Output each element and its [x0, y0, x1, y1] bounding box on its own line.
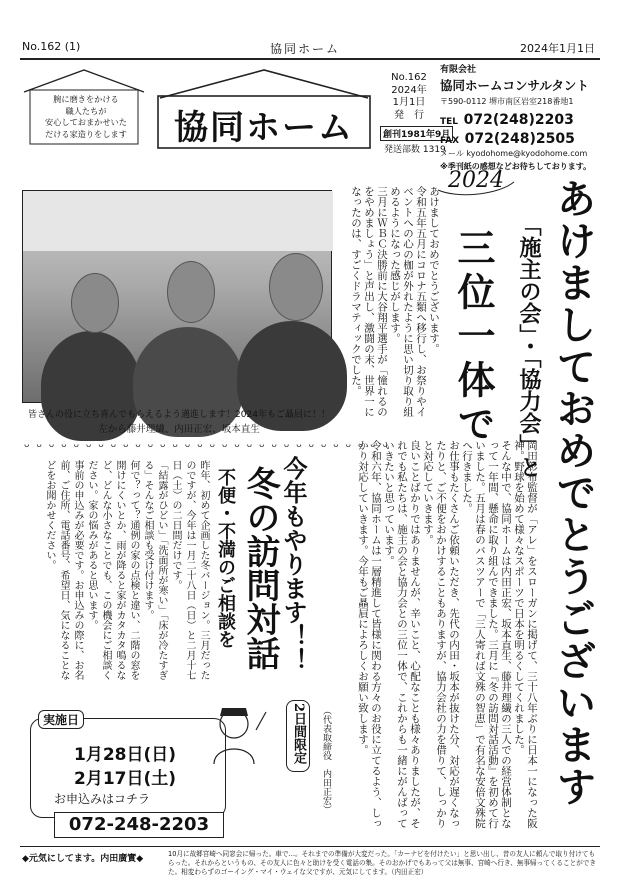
visit-paragraph: 「結露がひどい」「洗面所が寒い」「床が冷たすぎる」そんなご相談も受け付けます。 [142, 460, 167, 680]
article-signature: （代表取締役 内田正宏） [321, 706, 331, 814]
company-name: 協同ホームコンサルタント [440, 78, 589, 93]
visit-dotted-border: ᴗ ᴗ ᴗ ᴗ ᴗ ᴗ ᴗ ᴗ ᴗ ᴗ ᴗ ᴗ ᴗ ᴗ ᴗ ᴗ ᴗ ᴗ ᴗ ᴗ ᴗ ᴗ ᴗ ᴗ ᴗ ᴗ ᴗ ᴗ ᴗ ᴗ [24, 440, 391, 450]
schedule-date-2: 2月17日(土) [74, 769, 177, 789]
visit-subheading: 不便・不満のご相談を [215, 468, 236, 648]
company-address: 〒590-0112 堺市南区岩室218番地1 [440, 97, 574, 106]
staff-photo [22, 190, 332, 403]
headline-main: あけましておめでとうございます [550, 178, 597, 808]
house-motto [20, 66, 148, 146]
person-right-head [269, 253, 323, 321]
visit-heading-2: 冬の訪問対話 [240, 466, 280, 670]
issue-info-line: 1月1日 [392, 97, 426, 108]
issue-number: No.162 (1) [22, 40, 81, 53]
paper-name-small: 協同ホーム [270, 42, 341, 56]
article-paragraph: お仕事もたくさんご依頼いただき、先代の内田・坂本が抜けた分、対応が遅くなったりと、ご不便をおかけすることもありますが、協力会社の力を借りて、しっかりと対応していきます。 [422, 440, 460, 829]
fax-number: 072(248)2505 [464, 131, 575, 147]
apply-label: お申込みはコチラ [54, 792, 151, 806]
masthead-title: 協同ホーム [174, 108, 354, 148]
person-center-head [167, 261, 215, 323]
headline-sub: 「施主の会」・「協力会」と [516, 214, 542, 478]
limited-badge: 2日間限定 [286, 700, 310, 772]
photo-caption: 皆さんの役に立ち喜んでもらえるよう邁進します！2024年もご贔屓に！！ [28, 410, 330, 420]
motto-line: 腕に磨きをかける [53, 94, 119, 104]
footer-text: 10月に故郷宮崎へ同窓会に帰った。車で…。それまでの準備が大変だった。「カーナビを付けたい」と思い出し、昔の友人に頼んで取り付けてもらった。それからというもの、その友人に色々と助けを受く電話の集。そのおかげでもあって父は無事、宮崎へ行き、無事帰ってくることができた。相変わらずのゴーイング・マイ・ウェイな父ですが、元気にしてます。（内田正宏） [168, 850, 596, 876]
motto-line: 安心しておまかせいた [45, 117, 127, 127]
masthead-title-box [150, 64, 378, 152]
reader-notice: ※季刊紙の感想などお待ちしております。 [440, 162, 592, 171]
article-paragraph: 岡田彰布監督が「アレ」をスローガンに掲げて、三十八年ぶりに日本一になった阪神。野球を始めて様々なスポーツで日本を明るくしてくれました。 [513, 440, 538, 829]
issue-info-line: 発 行 [394, 109, 424, 121]
article-main-top [340, 186, 440, 420]
mail-label: メール [440, 149, 464, 158]
schedule-date-1: 1月28日(日) [74, 745, 177, 765]
visit-paragraph: 何で？って？通例の家の点検と違い、二階の窓を開けにくいとか、雨が降ると家がカタカタ鳴るなど、どんな小さなことでも、この機会にご相談ください。家の悩みがあると思います。 [86, 460, 139, 680]
article-main-bottom [338, 440, 538, 830]
swirl-icon [436, 168, 516, 196]
founded-badge: 創刊1981年9月 [380, 126, 453, 141]
motto-line: だける家造りをします [45, 128, 127, 139]
mail-address[interactable]: kyodohome@kyodohome.com [466, 149, 588, 158]
tel-number[interactable]: 072(248)2203 [463, 112, 574, 128]
circulation: 発送部数 1319 [384, 145, 446, 155]
company-type: 有限会社 [440, 65, 477, 75]
tel-label: TEL [440, 117, 459, 127]
fax-label: FAX [440, 136, 460, 146]
article-paragraph: 良いことばかりではありませんが、辛いこと、心配なことも様々ありましたが、それでも私たちは、施主の会と協力会との三位一体で、これからも一緒にがんばっていきたいと思っています。 [383, 440, 421, 829]
visit-body [24, 460, 210, 688]
footer-label: ◆元気にしてます。内田廣實◆ [22, 854, 144, 864]
visit-paragraph: 昨年、初めて企画した冬バージョン。三月だったのですが、今年は一月二十八日（日）と二月十七日（土）の二日間だけです。 [170, 460, 209, 680]
visit-paragraph: 事前の申込みが必要です。お申込みの際に、お名前、ご住所、電話番号、希望日、気になることなどをお聞かせください。 [44, 460, 83, 680]
headline-year: 2024 [448, 168, 504, 193]
issue-date: 2024年1月1日 [520, 42, 595, 55]
apply-phone[interactable]: 072-248-2203 [54, 812, 224, 838]
article-paragraph: 令和六年、協同ホームは一層精進して皆様に関わる方々のお役に立てるよう、しっかり対応していきます。今年もご贔屓によろしくお願い致します。 [357, 440, 382, 829]
company-block [440, 62, 610, 172]
visit-heading-1: 今年もやります！！ [279, 456, 308, 672]
headline-highlight: 三位一体で [451, 228, 496, 448]
schedule-label: 実施日 [38, 710, 84, 729]
motto-line: 職人たちが [65, 105, 107, 116]
person-left-head [71, 273, 119, 333]
article-paragraph: あけましておめでとうございます。 [428, 186, 440, 354]
issue-info [384, 72, 434, 122]
article-paragraph: 令和五年五月にコロナ五類へ移行し、お祭りやイベントへの心の枷が外れたように思い切り取り組めるようになった感じがします。 [389, 186, 427, 417]
footer-rule [20, 846, 600, 847]
issue-info-line: No.162 [391, 72, 427, 83]
issue-info-line: 2024年 [391, 84, 427, 96]
header-rule [20, 58, 600, 60]
photo-caption-names: 左から藤井理繊、内田正宏、坂本直生 [98, 424, 260, 435]
article-paragraph: 三月にＷＢＣ決勝前に大谷翔平選手が「憧れるのをやめましょう」と声出し、激闘の末、世界一になったのは、すごくドラマティックでした。 [350, 186, 388, 417]
article-paragraph: そんな中で、協同ホームは内田正宏、坂本直生、藤井理繊の三人での経営体制となって一年間、懸命に取り組んできました。三月に『冬の訪問対話活動』を初めて行いました。五月は春のバスツアーで「三人寄れば文殊の智恵」で有名な安倍文殊院へ行きました。 [461, 440, 512, 829]
